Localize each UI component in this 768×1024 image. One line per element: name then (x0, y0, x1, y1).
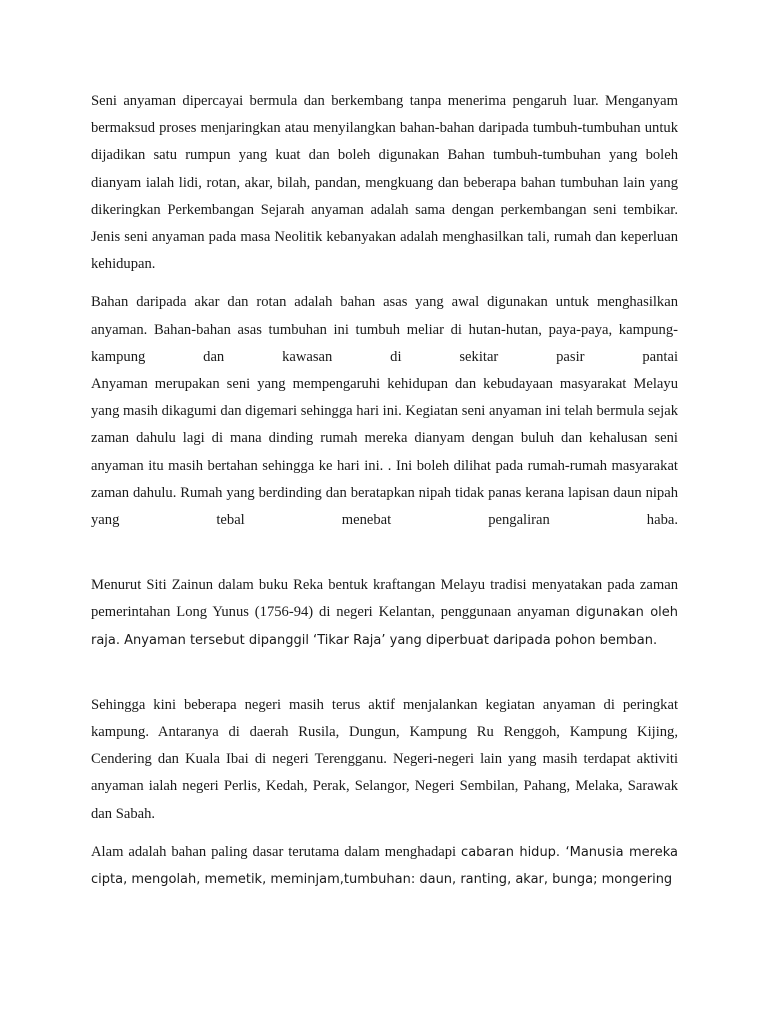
paragraph-text: Bahan daripada akar dan rotan adalah bahan asas yang awal digunakan untuk menghasilkan anyaman. Bahan-bahan asas tumbuhan ini tumbuh meliar di hutan-hutan, paya-paya, kampung-kampung dan kawasan di sekitar pasir pantai (91, 294, 678, 365)
paragraph-active-states (91, 692, 678, 828)
paragraph-text: Alam adalah bahan paling dasar terutama dalam menghadapi (91, 843, 457, 860)
paragraph-nature (91, 839, 678, 893)
paragraph-origin-of-weaving (91, 88, 678, 278)
paragraph-text: Seni anyaman dipercayai bermula dan berkembang tanpa menerima pengaruh luar. Menganyam bermaksud proses menjaringkan atau menyilangkan bahan-bahan daripada tumbuh-tumbuhan untuk dijadikan satu rumpun yang kuat dan boleh digunakan Bahan tumbuh-tumbuhan yang boleh dianyam ialah lidi, rotan, akar, bilah, pandan, mengkuang dan beberapa bahan tumbuhan lain yang dikeringkan Perkembangan Sejarah anyaman adalah sama dengan perkembangan seni tembikar. Jenis seni anyaman pada masa Neolitik kebanyakan adalah menghasilkan tali, rumah dan keperluan kehidupan. (91, 93, 678, 273)
paragraph-text-sans: cabaran hidup. ‘Manusia mereka cipta, mengolah, memetik, meminjam,tumbuhan: daun, ranting, akar, bunga; mongering (91, 844, 679, 888)
paragraph-materials (91, 289, 678, 534)
paragraph-siti-zainun (91, 572, 678, 654)
paragraph-text: Menurut Siti Zainun dalam buku Reka bentuk kraftangan Melayu tradisi menyatakan pada zaman pemerintahan Long Yunus (1756-94) di negeri Kelantan, penggunaan anyaman (91, 577, 678, 621)
paragraph-text-sans: digunakan oleh raja. Anyaman tersebut dipanggil ‘Tikar Raja’ yang diperbuat daripada pohon bemban. (91, 605, 678, 648)
paragraph-text: Sehingga kini beberapa negeri masih terus aktif menjalankan kegiatan anyaman di peringkat kampung. Antaranya di daerah Rusila, Dungun, Kampung Ru Renggoh, Kampung Kijing, Cendering dan Kuala Ibai di negeri Terengganu. Negeri-negeri lain yang masih terdapat aktiviti anyaman ialah negeri Perlis, Kedah, Perak, Selangor, Negeri Sembilan, Pahang, Melaka, Sarawak dan Sabah. (91, 696, 678, 822)
paragraph-text: Anyaman merupakan seni yang mempengaruhi kehidupan dan kebudayaan masyarakat Melayu yang masih dikagumi dan digemari sehingga hari ini. Kegiatan seni anyaman ini telah bermula sejak zaman dahulu lagi di mana dinding rumah mereka dianyam dengan buluh dan kehalusan seni anyaman itu masih bertahan sehingga ke hari ini. . Ini boleh dilihat pada rumah-rumah masyarakat zaman dahulu. Rumah yang berdinding dan beratapkan nipah tidak panas kerana lapisan daun nipah yang tebal menebat pengaliran haba. (91, 376, 678, 529)
document-body (91, 88, 678, 893)
